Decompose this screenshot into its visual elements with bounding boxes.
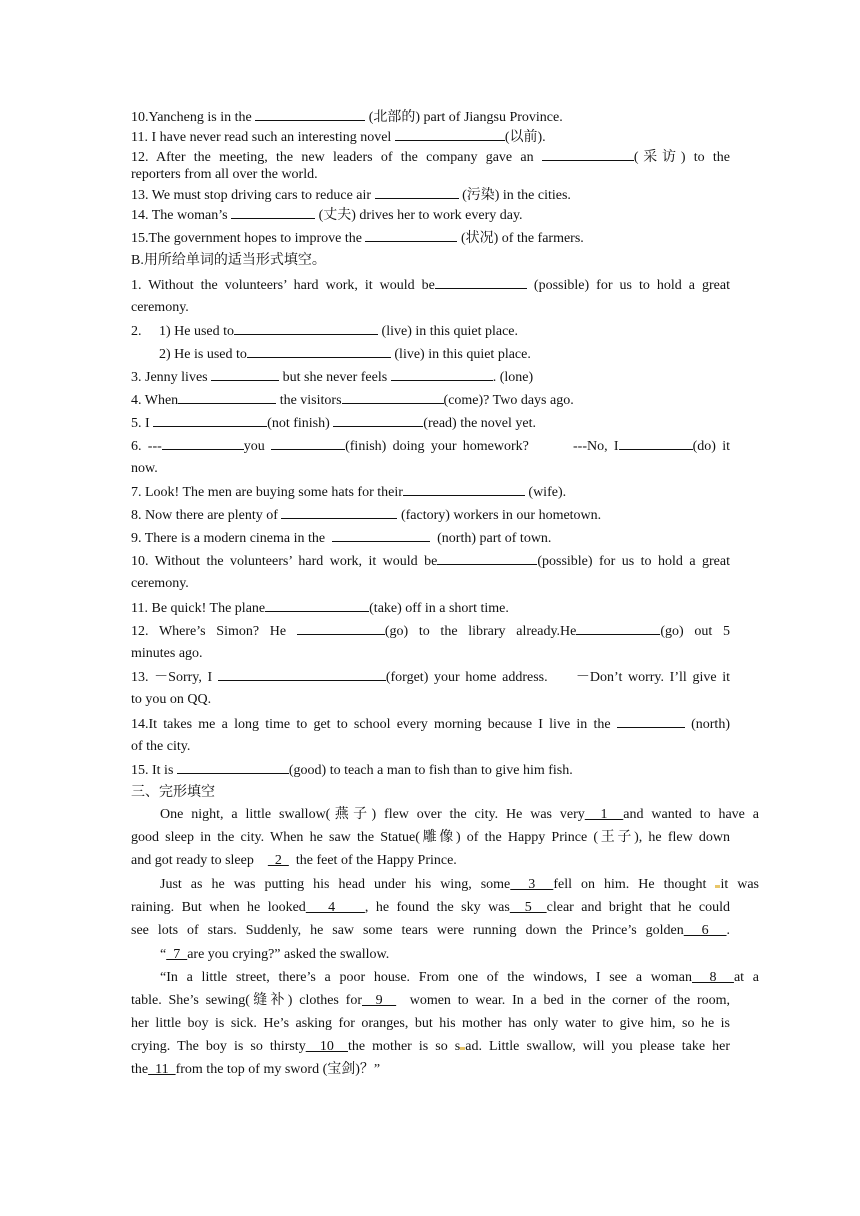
text-line — [131, 852, 730, 869]
line-text: 11. I have never read such an interesting novel — [131, 130, 395, 145]
answer-blank[interactable] — [247, 345, 391, 358]
answer-blank[interactable] — [342, 391, 444, 404]
line-text: 15.The government hopes to improve the — [131, 231, 366, 246]
text-line — [131, 148, 730, 165]
text-line — [131, 829, 730, 846]
line-text: crying. The boy is so thirsty — [131, 1039, 306, 1054]
line-text: 10. Without the volunteers’ hard work, it would be — [131, 554, 438, 569]
text-line — [131, 322, 730, 339]
line-text: 三、完形填空 — [131, 785, 215, 800]
line-text: (good) to teach a man to fish than to give him fish. — [288, 763, 573, 778]
answer-blank[interactable] — [211, 368, 279, 381]
line-text: 7. Look! The men are buying some hats for their — [131, 485, 403, 500]
text-line — [131, 345, 730, 362]
line-text: (take) off in a short time. — [369, 601, 509, 616]
text-line — [131, 368, 730, 385]
text-line — [131, 414, 730, 431]
line-text: 11. Be quick! The plane — [131, 601, 266, 616]
text-line — [131, 622, 730, 639]
line-text: (possible) for us to hold a great — [537, 554, 730, 569]
line-text: . — [726, 923, 731, 938]
line-text: One night, a little swallow(燕子) flew over the city. He was very — [160, 807, 585, 822]
text-line — [131, 276, 730, 293]
text-line — [131, 645, 730, 662]
line-text: . (lone) — [492, 370, 534, 385]
answer-blank[interactable] — [403, 483, 525, 496]
line-text: 1. Without the volunteers’ hard work, it would be — [131, 278, 435, 293]
line-text: (北部的) part of Jiangsu Province. — [365, 110, 563, 125]
answer-blank[interactable] — [395, 128, 505, 141]
text-line — [131, 691, 730, 708]
line-text: good sleep in the city. When he saw the Statue(雕像) of the Happy Prince (王子), he flew down — [131, 830, 730, 845]
cloze-number-blank[interactable]: 5 — [509, 900, 547, 915]
cloze-number-blank[interactable]: 4 — [305, 900, 365, 915]
line-text: the visitors — [276, 393, 342, 408]
line-text: 13. We must stop driving cars to reduce air — [131, 188, 375, 203]
line-text: from the top of my sword (宝剑)？” — [175, 1062, 381, 1077]
line-text: (wife). — [524, 485, 567, 500]
line-text: (come)? Two days ago. — [443, 393, 574, 408]
text-line — [131, 128, 730, 145]
answer-blank[interactable] — [297, 622, 385, 635]
line-text: (污染) in the cities. — [458, 188, 571, 203]
answer-blank[interactable] — [271, 437, 345, 450]
text-line — [131, 206, 730, 223]
line-text: and got ready to sleep — [131, 853, 268, 868]
answer-blank[interactable] — [617, 715, 685, 728]
line-text: 2. 1) He used to — [131, 324, 235, 339]
line-text: raining. But when he looked — [131, 900, 306, 915]
line-text: 14. The woman’s — [131, 208, 232, 223]
text-line — [131, 922, 730, 939]
answer-blank[interactable] — [542, 148, 634, 161]
line-text: her little boy is sick. He’s asking for oranges, but his mother has only water to give him, so he is — [131, 1016, 730, 1031]
text-line — [131, 969, 759, 986]
line-text: (go) to the library already.He — [384, 624, 577, 639]
text-line — [131, 1061, 730, 1078]
line-text: (factory) workers in our hometown. — [397, 508, 602, 523]
line-text: “ — [160, 947, 167, 962]
line-text: , he found the sky was — [364, 900, 510, 915]
text-line — [131, 1015, 730, 1032]
text-line — [131, 668, 730, 685]
line-text: (状况) of the farmers. — [457, 231, 584, 246]
answer-blank[interactable] — [231, 206, 315, 219]
answer-blank[interactable] — [265, 599, 369, 612]
text-line — [131, 761, 730, 778]
answer-blank[interactable] — [332, 529, 430, 542]
line-text: now. — [131, 461, 158, 476]
answer-blank[interactable] — [255, 108, 365, 121]
text-line — [131, 483, 730, 500]
line-text: (finish) doing your homework? ---No, I — [345, 439, 619, 454]
line-text: reporters from all over the world. — [131, 167, 318, 182]
line-text: 6. --- — [131, 439, 162, 454]
text-line — [131, 108, 730, 125]
text-line — [131, 437, 730, 454]
line-text: (丈夫) drives her to work every day. — [315, 208, 523, 223]
answer-blank[interactable] — [365, 229, 457, 242]
line-text: women to wear. In a bed in the corner of the room, — [396, 993, 731, 1008]
line-text: table. She’s sewing(缝补) clothes for — [131, 993, 362, 1008]
line-text: fell on him. He thought — [553, 877, 716, 892]
line-text: (采访) to the — [633, 150, 730, 165]
line-text: 14.It takes me a long time to get to school every morning because I live in the — [131, 717, 617, 732]
line-text: (go) out 5 — [660, 624, 730, 639]
cloze-number-blank[interactable]: 10 — [305, 1039, 348, 1054]
line-text: clear and bright that he could — [546, 900, 731, 915]
line-text: 10.Yancheng is in the — [131, 110, 256, 125]
text-line — [131, 391, 730, 408]
cloze-number-blank[interactable]: 8 — [692, 970, 734, 985]
text-line — [131, 186, 730, 203]
answer-blank[interactable] — [435, 276, 527, 289]
text-line — [131, 460, 730, 477]
line-text: (not finish) — [267, 416, 334, 431]
line-text: 9. There is a modern cinema in the — [131, 531, 333, 546]
line-text: it was — [720, 877, 760, 892]
text-line — [131, 806, 759, 823]
line-text: 3. Jenny lives — [131, 370, 212, 385]
line-text: ad. Little swallow, will you please take her — [465, 1039, 731, 1054]
answer-blank[interactable] — [619, 437, 693, 450]
cloze-number-blank[interactable]: 9 — [362, 993, 397, 1008]
text-line — [131, 1038, 730, 1055]
line-text: “In a little street, there’s a poor house. From one of the windows, I see a woman — [160, 970, 692, 985]
line-text: are you crying?” asked the swallow. — [187, 947, 390, 962]
line-text: (possible) for us to hold a great — [526, 278, 730, 293]
text-line — [131, 506, 730, 523]
line-text: 13. －Sorry, I — [131, 670, 218, 685]
line-text: 2) He is used to — [131, 347, 247, 362]
text-line — [131, 946, 759, 963]
text-line — [131, 992, 730, 1009]
line-text: (forget) your home address. －Don’t worry. I’ll give it — [385, 670, 730, 685]
line-text: Just as he was putting his head under his wing, some — [160, 877, 511, 892]
line-text: 15. It is — [131, 763, 177, 778]
line-text: (live) in this quiet place. — [390, 347, 531, 362]
line-text: you — [243, 439, 272, 454]
answer-blank[interactable] — [177, 761, 289, 774]
line-text: the mother is so s — [347, 1039, 461, 1054]
cloze-number-blank[interactable]: 7 — [166, 947, 188, 962]
answer-blank[interactable] — [437, 552, 537, 565]
answer-blank[interactable] — [162, 437, 244, 450]
cloze-number-blank[interactable]: 2 — [267, 853, 289, 868]
cloze-number-blank[interactable]: 11 — [148, 1062, 176, 1077]
line-text: B.用所给单词的适当形式填空。 — [131, 253, 326, 268]
line-text: at a — [733, 970, 759, 985]
line-text: and wanted to have a — [623, 807, 759, 822]
line-text: of the city. — [131, 739, 191, 754]
line-text: (以前). — [504, 130, 546, 145]
line-text: ceremony. — [131, 300, 189, 315]
text-line — [131, 738, 730, 755]
text-line — [131, 599, 730, 616]
line-text: but she never feels — [279, 370, 391, 385]
text-line — [131, 252, 730, 269]
text-line — [131, 715, 730, 732]
line-text: ceremony. — [131, 576, 189, 591]
answer-blank[interactable] — [576, 622, 660, 635]
answer-blank[interactable] — [153, 414, 267, 427]
line-text: (north) — [684, 717, 730, 732]
text-line — [131, 575, 730, 592]
cloze-number-blank[interactable]: 1 — [584, 807, 624, 822]
text-line — [131, 166, 730, 183]
line-text: 4. When — [131, 393, 179, 408]
line-text: the — [131, 1062, 149, 1077]
answer-blank[interactable] — [178, 391, 276, 404]
text-line — [131, 552, 730, 569]
text-line — [131, 876, 759, 893]
answer-blank[interactable] — [234, 322, 378, 335]
line-text: 8. Now there are plenty of — [131, 508, 282, 523]
line-text: 5. I — [131, 416, 154, 431]
answer-blank[interactable] — [375, 186, 459, 199]
line-text: 12. Where’s Simon? He — [131, 624, 297, 639]
text-line — [131, 229, 730, 246]
line-text: (read) the novel yet. — [423, 416, 537, 431]
answer-blank[interactable] — [218, 668, 386, 681]
answer-blank[interactable] — [281, 506, 397, 519]
line-text: (live) in this quiet place. — [378, 324, 519, 339]
line-text: (north) part of town. — [430, 531, 552, 546]
line-text: the feet of the Happy Prince. — [288, 853, 457, 868]
line-text: to you on QQ. — [131, 692, 212, 707]
line-text: see lots of stars. Suddenly, he saw some tears were running down the Prince’s golden — [131, 923, 684, 938]
answer-blank[interactable] — [333, 414, 423, 427]
text-line — [131, 529, 730, 546]
line-text: minutes ago. — [131, 646, 203, 661]
line-text: (do) it — [692, 439, 730, 454]
cloze-number-blank[interactable]: 6 — [683, 923, 727, 938]
cloze-number-blank[interactable]: 3 — [510, 877, 554, 892]
text-line — [131, 899, 730, 916]
answer-blank[interactable] — [391, 368, 493, 381]
line-text: 12. After the meeting, the new leaders of the company gave an — [131, 150, 542, 165]
text-line — [131, 299, 730, 316]
text-line — [131, 784, 730, 801]
